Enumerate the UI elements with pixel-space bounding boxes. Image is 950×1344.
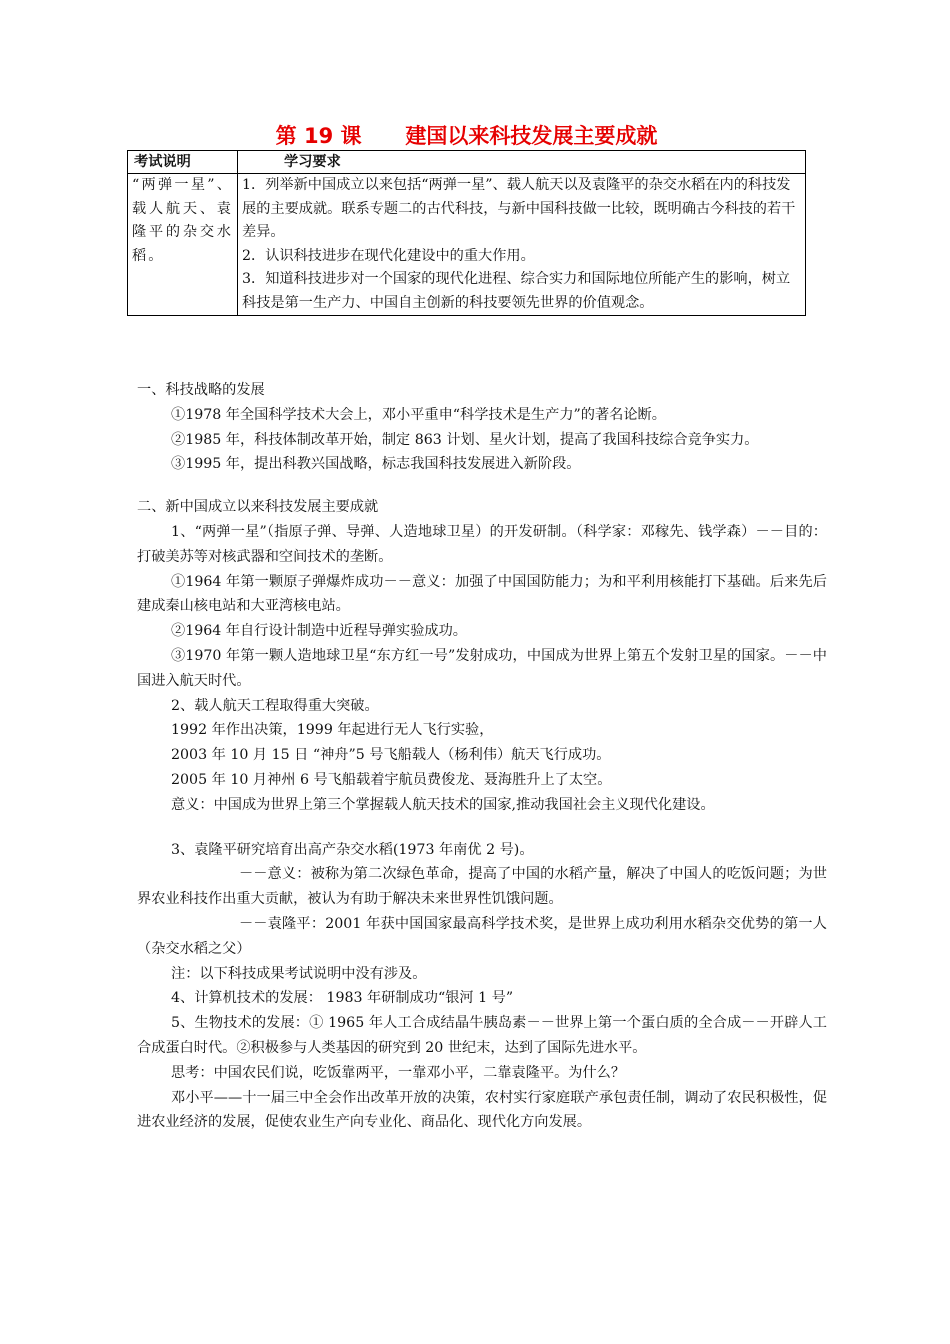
section-heading: 二、新中国成立以来科技发展主要成就	[137, 499, 379, 516]
requirement-item: 3．知道科技进步对一个国家的现代化进程、综合实力和国际地位所能产生的影响，树立科技是第一生产力、中国自主创新的科技要领先世界的价值观念。	[242, 271, 791, 311]
exam-notes-cell: “两弹一星”、载人航天、袁隆平的杂交水稻。	[128, 174, 238, 316]
paragraph: 3、袁隆平研究培育出高产杂交水稻(1973 年南优 2 号)。	[171, 841, 534, 858]
paragraph: ③1995 年，提出科教兴国战略，标志我国科技发展进入新阶段。	[171, 456, 581, 473]
paragraph: 意义：中国成为世界上第三个掌握载人航天技术的国家,推动我国社会主义现代化建设。	[171, 796, 715, 813]
paragraph: 注：以下科技成果考试说明中没有涉及。	[171, 965, 427, 982]
paragraph: 1、“两弹一星”（指原子弹、导弹、人造地球卫星）的开发研制。（科学家：邓稼先、钱学森）－－目的：打破美苏等对核武器和空间技术的垄断。	[137, 523, 827, 565]
lesson-title: 第 19 课 建国以来科技发展主要成就	[275, 124, 658, 148]
paragraph: ①1964 年第一颗原子弹爆炸成功－－意义：加强了中国国防能力；为和平利用核能打下基础。后来先后建成秦山核电站和大亚湾核电站。	[137, 573, 827, 615]
paragraph: 5、生物技术的发展：① 1965 年人工合成结晶牛胰岛素－－世界上第一个蛋白质的全合成－－开辟人工合成蛋白时代。②积极参与人类基因的研究到 20 世纪末，达到了国际先进水平。	[137, 1015, 827, 1056]
section-heading: 一、科技战略的发展	[137, 382, 265, 398]
paragraph: 思考：中国农民们说，吃饭靠两平，一靠邓小平，二靠袁隆平。为什么？	[171, 1064, 626, 1081]
paragraph: 邓小平——十一届三中全会作出改革开放的决策，农村实行家庭联产承包责任制，调动了农民积极性，促进农业经济的发展，促使农业生产向专业化、商品化、现代化方向发展。	[137, 1089, 827, 1131]
paragraph: ②1985 年，科技体制改革开始，制定 863 计划、星火计划，提高了我国科技综合竞争实力。	[171, 431, 759, 448]
learning-requirements-cell	[238, 174, 806, 316]
paragraph: 1992 年作出决策，1999 年起进行无人飞行实验，	[171, 722, 494, 739]
paragraph: －－意义：被称为第二次绿色革命，提高了中国的水稻产量，解决了中国人的吃饭问题；为世界农业科技作出重大贡献，被认为有助于解决未来世界性饥饿问题。	[137, 866, 827, 908]
table-row	[128, 174, 806, 316]
paragraph: －－袁隆平：2001 年获中国国家最高科学技术奖，是世界上成功利用水稻杂交优势的第一人（杂交水稻之父）	[137, 915, 827, 957]
paragraph: ②1964 年自行设计制造中近程导弹实验成功。	[171, 623, 467, 640]
requirements-table	[127, 150, 806, 316]
paragraph: 2、载人航天工程取得重大突破。	[171, 697, 379, 714]
paragraph: 2003 年 10 月 15 日 “神舟”5 号飞船载人（杨利伟）航天飞行成功。	[171, 747, 611, 764]
requirement-item: 1．列举新中国成立以来包括“两弹一星”、载人航天以及袁隆平的杂交水稻在内的科技发展的主要成就。联系专题二的古代科技，与新中国科技做一比较，既明确古今科技的若干差异。	[242, 177, 796, 240]
paragraph: ①1978 年全国科学技术大会上，邓小平重申“科学技术是生产力”的著名论断。	[171, 406, 666, 423]
paragraph: ③1970 年第一颗人造地球卫星“东方红一号”发射成功，中国成为世界上第五个发射卫星的国家。－－中国进入航天时代。	[137, 647, 827, 689]
paragraph: 2005 年 10 月神州 6 号飞船载着宇航员费俊龙、聂海胜升上了太空。	[171, 771, 612, 788]
document-body	[137, 378, 827, 1135]
paragraph: 4、计算机技术的发展： 1983 年研制成功“银河 1 号”	[171, 990, 514, 1007]
header-learning-requirements: 学习要求	[238, 151, 806, 174]
table-header-row	[128, 151, 806, 174]
header-exam-notes: 考试说明	[128, 151, 238, 174]
requirement-item: 2．认识科技进步在现代化建设中的重大作用。	[242, 247, 535, 264]
